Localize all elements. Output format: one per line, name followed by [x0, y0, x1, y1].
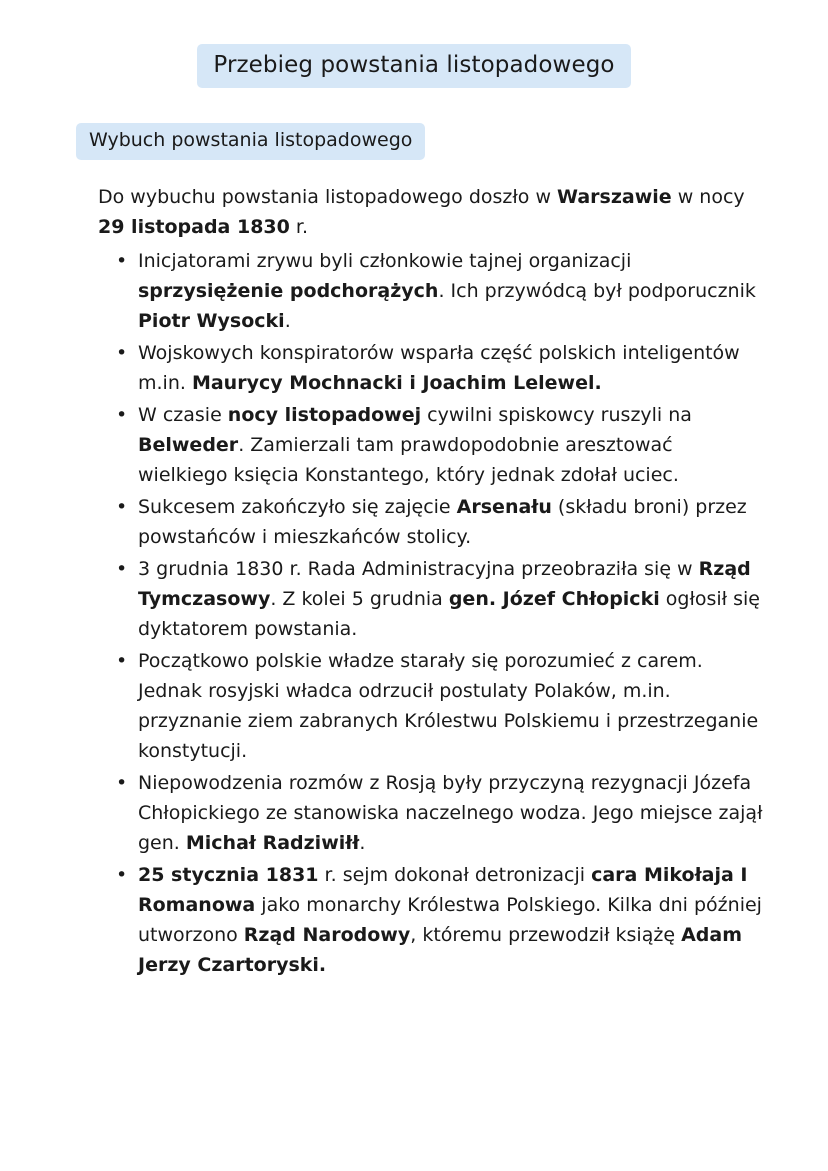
list-item: • Początkowo polskie władze starały się porozumieć z carem. Jednak rosyjski władca odrzucił postulaty Polaków, m.in. przyznanie ziem zabranych Królestwu Polskiemu i przestrzeganie konstytucji.: [138, 646, 768, 766]
section-container: [60, 123, 768, 980]
section-heading: Wybuch powstania listopadowego: [76, 123, 425, 160]
list-item: • Inicjatorami zrywu byli członkowie tajnej organizacji sprzysiężenie podchorążych. Ich przywódcą był podporucznik Piotr Wysocki.: [138, 246, 768, 336]
intro-paragraph: Do wybuchu powstania listopadowego doszło w Warszawie w nocy 29 listopada 1830 r.: [98, 185, 745, 238]
list-item: • 25 stycznia 1831 r. sejm dokonał detronizacji cara Mikołaja I Romanowa jako monarchy Królestwa Polskiego. Kilka dni później utworzono Rząd Narodowy, któremu przewodził książę Adam Jerzy Czartoryski.: [138, 860, 768, 980]
title-container: [60, 44, 768, 88]
list-item: • Wojskowych konspiratorów wsparła część polskich inteligentów m.in. Maurycy Mochnacki i Joachim Lelewel.: [138, 338, 768, 398]
page-title: Przebieg powstania listopadowego: [197, 44, 630, 88]
bullet-list: [76, 246, 768, 980]
list-item: • W czasie nocy listopadowej cywilni spiskowcy ruszyli na Belweder. Zamierzali tam prawdopodobnie aresztować wielkiego księcia Konstantego, który jednak zdołał uciec.: [138, 400, 768, 490]
list-item: • Sukcesem zakończyło się zajęcie Arsenału (składu broni) przez powstańców i mieszkańców stolicy.: [138, 492, 768, 552]
list-item: • Niepowodzenia rozmów z Rosją były przyczyną rezygnacji Józefa Chłopickiego ze stanowiska naczelnego wodza. Jego miejsce zajął gen. Michał Radziwiłł.: [138, 768, 768, 858]
list-item: • 3 grudnia 1830 r. Rada Administracyjna przeobraziła się w Rząd Tymczasowy. Z kolei 5 grudnia gen. Józef Chłopicki ogłosił się dyktatorem powstania.: [138, 554, 768, 644]
